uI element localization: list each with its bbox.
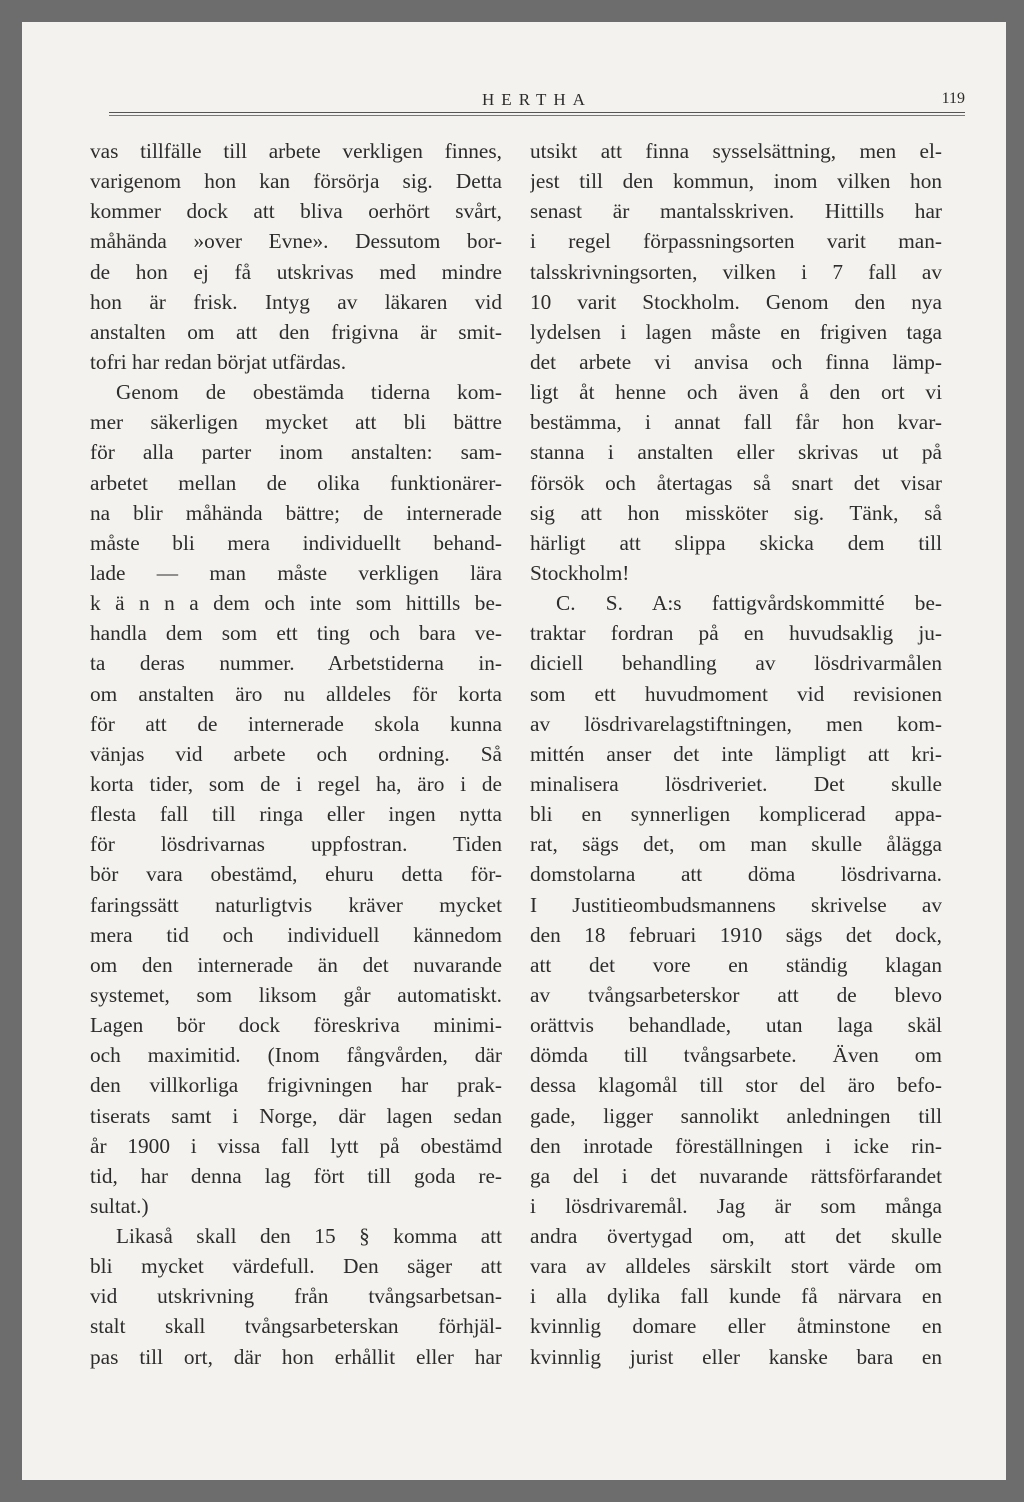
left-column-text-line: ta deras nummer. Arbetstiderna in-: [90, 651, 502, 676]
left-column-text-line: bör vara obestämd, ehuru detta för-: [90, 862, 502, 887]
left-column-text-line: hon är frisk. Intyg av läkaren vid: [90, 289, 502, 314]
left-column-text-line: stalt skall tvångsarbeterskan förhjäl-: [90, 1314, 502, 1339]
left-text-column: [90, 136, 502, 1372]
left-column-text-line: pas till ort, där hon erhållit eller har: [90, 1344, 502, 1369]
left-column-text-line: måhända »over Evne». Dessutom bor-: [90, 229, 502, 254]
right-column-text-line: stanna i anstalten eller skrivas ut på: [530, 440, 942, 465]
left-column-text-line: den villkorliga frigivningen har prak-: [90, 1073, 502, 1098]
page-header: [109, 90, 965, 113]
left-column-text-line: om anstalten äro nu alldeles för korta: [90, 681, 502, 706]
left-column-text-line: de hon ej få utskrivas med mindre: [90, 259, 502, 284]
left-column-text-line: för att de internerade skola kunna: [90, 711, 502, 736]
right-column-text-line: härligt att slippa skicka dem till: [530, 530, 942, 555]
right-column-text-line: i lösdrivaremål. Jag är som många: [530, 1193, 942, 1218]
right-column-text-line: diciell behandling av lösdrivarmålen: [530, 651, 942, 676]
right-column-text-line: senast är mantalsskriven. Hittills har: [530, 199, 942, 224]
right-column-text-line: i regel förpassningsorten varit man-: [530, 229, 942, 254]
left-column-text-line: sultat.): [90, 1193, 149, 1218]
right-column-text-line: av tvångsarbeterskor att de blevo: [530, 982, 942, 1007]
right-column-text-line: bli en synnerligen komplicerad appa-: [530, 802, 942, 827]
right-column-text-line: den inrotade föreställningen i icke rin-: [530, 1133, 942, 1158]
right-column-text-line: dömda till tvångsarbete. Även om: [530, 1043, 942, 1068]
right-column-text-line: av lösdrivarelagstiftningen, men kom-: [530, 711, 942, 736]
left-column-text-line: anstalten om att den frigivna är smit-: [90, 319, 502, 344]
right-text-column: [530, 136, 942, 1372]
page-number: 119: [941, 90, 965, 107]
right-column-text-line: jest till den kommun, inom vilken hon: [530, 169, 942, 194]
left-column-text-line: Lagen bör dock föreskriva minimi-: [90, 1013, 502, 1038]
right-column-text-line: C. S. A:s fattigvårdskommitté be-: [556, 591, 942, 616]
left-column-text-line: måste bli mera individuellt behand-: [90, 530, 502, 555]
right-column-text-line: andra övertygad om, att det skulle: [530, 1224, 942, 1249]
left-column-text-line: lade — man måste verkligen lära: [90, 560, 502, 585]
left-column-text-line: om den internerade än det nuvarande: [90, 952, 502, 977]
left-column-text-line: år 1900 i vissa fall lytt på obestämd: [90, 1133, 502, 1158]
right-column-text-line: det arbete vi anvisa och finna lämp-: [530, 349, 942, 374]
left-column-text-line: tid, har denna lag fört till goda re-: [90, 1163, 502, 1188]
left-column-text-line: vas tillfälle till arbete verkligen finnes,: [90, 139, 502, 163]
left-column-text-line: handla dem som ett ting och bara ve-: [90, 621, 502, 646]
right-column-text-line: orättvis behandlade, utan laga skäl: [530, 1013, 942, 1038]
right-column-text-line: talsskrivningsorten, vilken i 7 fall av: [530, 259, 942, 284]
running-head: HERTHA: [482, 90, 592, 109]
right-column-text-line: lydelsen i lagen måste en frigiven taga: [530, 319, 942, 344]
left-column-text-line: mera tid och individuell kännedom: [90, 922, 502, 947]
left-column-text-line: flesta fall till ringa eller ingen nytta: [90, 802, 502, 827]
left-column-text-line: vänjas vid arbete och ordning. Så: [90, 741, 502, 766]
left-column-text-line: och maximitid. (Inom fångvården, där: [90, 1043, 502, 1068]
right-column-text-line: att det vore en ständig klagan: [530, 952, 942, 977]
right-column-text-line: 10 varit Stockholm. Genom den nya: [530, 289, 942, 314]
left-column-text-line: korta tider, som de i regel ha, äro i de: [90, 771, 502, 796]
right-column-text-line: minalisera lösdriveriet. Det skulle: [530, 771, 942, 796]
left-column-text-line: Genom de obestämda tiderna kom-: [116, 380, 502, 405]
right-column-text-line: sig att hon missköter sig. Tänk, så: [530, 500, 942, 525]
right-column-text-line: dessa klagomål till stor del äro befo-: [530, 1073, 942, 1098]
right-column-text-line: försök och återtagas så snart det visar: [530, 470, 942, 495]
left-column-text-line: mer säkerligen mycket att bli bättre: [90, 410, 502, 435]
right-column-text-line: i alla dylika fall kunde få närvara en: [530, 1284, 942, 1309]
left-column-text-line: för lösdrivarnas uppfostran. Tiden: [90, 832, 502, 857]
right-column-text-line: domstolarna att döma lösdrivarna.: [530, 862, 942, 887]
left-column-text-line: systemet, som liksom går automatiskt.: [90, 982, 502, 1007]
right-column-text-line: kvinnlig domare eller åtminstone en: [530, 1314, 942, 1339]
right-column-text-line: mittén anser det inte lämpligt att kri-: [530, 741, 942, 766]
left-column-text-line: Likaså skall den 15 § komma att: [116, 1224, 502, 1249]
right-column-text-line: Stockholm!: [530, 560, 630, 585]
right-column-text-line: gade, ligger sannolikt anledningen till: [530, 1103, 942, 1128]
right-column-text-line: ga del i det nuvarande rättsförfarandet: [530, 1163, 942, 1188]
left-column-text-line: faringssätt naturligtvis kräver mycket: [90, 892, 502, 917]
right-column-text-line: bestämma, i annat fall får hon kvar-: [530, 410, 942, 435]
left-column-text-line: bli mycket värdefull. Den säger att: [90, 1254, 502, 1279]
right-column-text-line: utsikt att finna sysselsättning, men el-: [530, 139, 942, 163]
right-column-text-line: ligt åt henne och även å den ort vi: [530, 380, 942, 405]
right-column-text-line: I Justitieombudsmannens skrivelse av: [530, 892, 942, 917]
left-column-text-line: vid utskrivning från tvångsarbetsan-: [90, 1284, 502, 1309]
right-column-text-line: kvinnlig jurist eller kanske bara en: [530, 1344, 942, 1369]
left-column-text-line: arbetet mellan de olika funktionärer-: [90, 470, 502, 495]
left-column-text-line: tiserats samt i Norge, där lagen sedan: [90, 1103, 502, 1128]
right-column-text-line: som ett huvudmoment vid revisionen: [530, 681, 942, 706]
left-column-text-line: tofri har redan börjat utfärdas.: [90, 349, 347, 374]
right-column-text-line: traktar fordran på en huvudsaklig ju-: [530, 621, 942, 646]
left-column-text-line: na blir måhända bättre; de internerade: [90, 500, 502, 525]
book-page: [22, 22, 1006, 1480]
right-column-text-line: den 18 februari 1910 sägs det dock,: [530, 922, 942, 947]
left-column-text-line: varigenom hon kan försörja sig. Detta: [90, 169, 502, 194]
left-column-text-line: k ä n n a dem och inte som hittills be-: [90, 591, 502, 616]
right-column-text-line: vara av alldeles särskilt stort värde om: [530, 1254, 942, 1279]
right-column-text-line: rat, sägs det, om man skulle ålägga: [530, 832, 942, 857]
left-column-text-line: kommer dock att bliva oerhört svårt,: [90, 199, 502, 224]
left-column-text-line: för alla parter inom anstalten: sam-: [90, 440, 502, 465]
